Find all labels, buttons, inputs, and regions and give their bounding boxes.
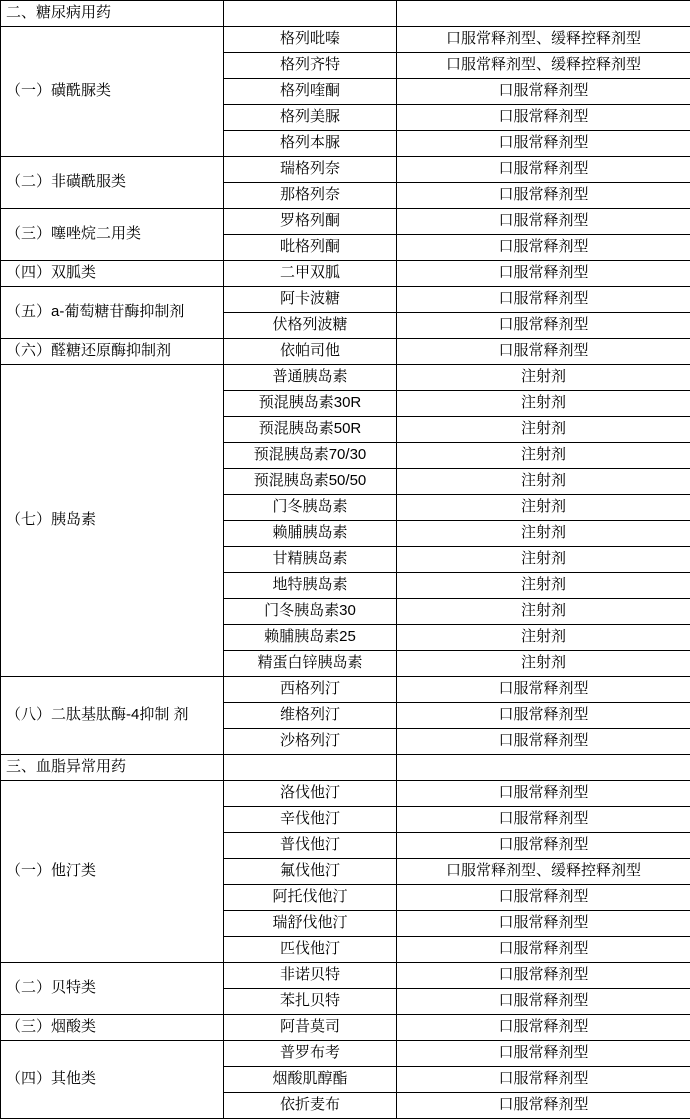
drug-name-cell: 那格列奈 (224, 183, 397, 209)
dosage-form-cell: 口服常释剂型 (397, 287, 690, 313)
dosage-form-cell: 注射剂 (397, 469, 690, 495)
drug-name-cell: 地特胰岛素 (224, 573, 397, 599)
drug-name-cell: 沙格列汀 (224, 729, 397, 755)
drug-name-cell: 赖脯胰岛素 (224, 521, 397, 547)
drug-name-cell: 格列本脲 (224, 131, 397, 157)
dosage-form-cell: 口服常释剂型 (397, 183, 690, 209)
dosage-form-cell: 注射剂 (397, 651, 690, 677)
category-cell: （四）其他类 (1, 1041, 224, 1119)
empty-cell (224, 1, 397, 27)
drug-name-cell: 氟伐他汀 (224, 859, 397, 885)
table-row (1, 209, 690, 235)
drug-name-cell: 预混胰岛素50/50 (224, 469, 397, 495)
dosage-form-cell: 口服常释剂型 (397, 885, 690, 911)
dosage-form-cell: 口服常释剂型 (397, 781, 690, 807)
drug-name-cell: 精蛋白锌胰岛素 (224, 651, 397, 677)
dosage-form-cell: 注射剂 (397, 495, 690, 521)
dosage-form-cell: 口服常释剂型 (397, 209, 690, 235)
empty-cell (397, 755, 690, 781)
category-cell: （三）噻唑烷二用类 (1, 209, 224, 261)
table-row (1, 677, 690, 703)
drug-name-cell: 二甲双胍 (224, 261, 397, 287)
dosage-form-cell: 口服常释剂型 (397, 261, 690, 287)
drug-name-cell: 阿托伐他汀 (224, 885, 397, 911)
drug-name-cell: 门冬胰岛素30 (224, 599, 397, 625)
drug-name-cell: 预混胰岛素30R (224, 391, 397, 417)
dosage-form-cell: 注射剂 (397, 417, 690, 443)
drug-name-cell: 普罗布考 (224, 1041, 397, 1067)
drug-name-cell: 瑞格列奈 (224, 157, 397, 183)
dosage-form-cell: 注射剂 (397, 365, 690, 391)
category-cell: （八）二肽基肽酶-4抑制 剂 (1, 677, 224, 755)
dosage-form-cell: 口服常释剂型 (397, 703, 690, 729)
drug-name-cell: 烟酸肌醇酯 (224, 1067, 397, 1093)
category-cell: （二）贝特类 (1, 963, 224, 1015)
table-row (1, 365, 690, 391)
dosage-form-cell: 注射剂 (397, 625, 690, 651)
dosage-form-cell: 口服常释剂型 (397, 677, 690, 703)
dosage-form-cell: 口服常释剂型 (397, 339, 690, 365)
dosage-form-cell: 口服常释剂型 (397, 1041, 690, 1067)
dosage-form-cell: 口服常释剂型 (397, 807, 690, 833)
drug-name-cell: 伏格列波糖 (224, 313, 397, 339)
dosage-form-cell: 口服常释剂型 (397, 729, 690, 755)
dosage-form-cell: 口服常释剂型 (397, 911, 690, 937)
drug-name-cell: 苯扎贝特 (224, 989, 397, 1015)
dosage-form-cell: 注射剂 (397, 599, 690, 625)
drug-name-cell: 格列喹酮 (224, 79, 397, 105)
table-row (1, 1015, 690, 1041)
drug-name-cell: 普伐他汀 (224, 833, 397, 859)
drug-name-cell: 预混胰岛素50R (224, 417, 397, 443)
dosage-form-cell: 口服常释剂型 (397, 235, 690, 261)
drug-name-cell: 匹伐他汀 (224, 937, 397, 963)
table-row (1, 261, 690, 287)
drug-name-cell: 依折麦布 (224, 1093, 397, 1119)
section-header-cell: 二、糖尿病用药 (1, 1, 224, 27)
drug-name-cell: 赖脯胰岛素25 (224, 625, 397, 651)
drug-name-cell: 门冬胰岛素 (224, 495, 397, 521)
table-row (1, 339, 690, 365)
drug-name-cell: 格列齐特 (224, 53, 397, 79)
dosage-form-cell: 口服常释剂型 (397, 937, 690, 963)
empty-cell (224, 755, 397, 781)
dosage-form-cell: 注射剂 (397, 547, 690, 573)
table-row (1, 27, 690, 53)
category-cell: （五）a-葡萄糖苷酶抑制剂 (1, 287, 224, 339)
dosage-form-cell: 口服常释剂型 (397, 963, 690, 989)
drug-name-cell: 普通胰岛素 (224, 365, 397, 391)
category-cell: （三）烟酸类 (1, 1015, 224, 1041)
section-header-row (1, 1, 690, 27)
table-row (1, 1041, 690, 1067)
dosage-form-cell: 口服常释剂型 (397, 989, 690, 1015)
drug-name-cell: 甘精胰岛素 (224, 547, 397, 573)
category-cell: （一）磺酰脲类 (1, 27, 224, 157)
table-row (1, 157, 690, 183)
category-cell: （六）醛糖还原酶抑制剂 (1, 339, 224, 365)
dosage-form-cell: 口服常释剂型 (397, 79, 690, 105)
dosage-form-cell: 口服常释剂型 (397, 1093, 690, 1119)
dosage-form-cell: 注射剂 (397, 521, 690, 547)
dosage-form-cell: 口服常释剂型、缓释控释剂型 (397, 27, 690, 53)
drug-name-cell: 洛伐他汀 (224, 781, 397, 807)
table-row (1, 287, 690, 313)
table-row (1, 963, 690, 989)
drug-name-cell: 依帕司他 (224, 339, 397, 365)
category-cell: （一）他汀类 (1, 781, 224, 963)
dosage-form-cell: 口服常释剂型 (397, 1015, 690, 1041)
empty-cell (397, 1, 690, 27)
drug-name-cell: 预混胰岛素70/30 (224, 443, 397, 469)
category-cell: （二）非磺酰服类 (1, 157, 224, 209)
drug-name-cell: 瑞舒伐他汀 (224, 911, 397, 937)
category-cell: （四）双胍类 (1, 261, 224, 287)
dosage-form-cell: 口服常释剂型 (397, 157, 690, 183)
dosage-form-cell: 口服常释剂型 (397, 313, 690, 339)
drug-name-cell: 辛伐他汀 (224, 807, 397, 833)
drug-name-cell: 格列吡嗪 (224, 27, 397, 53)
drug-name-cell: 阿卡波糖 (224, 287, 397, 313)
drug-name-cell: 吡格列酮 (224, 235, 397, 261)
table-row (1, 781, 690, 807)
drug-name-cell: 非诺贝特 (224, 963, 397, 989)
category-cell: （七）胰岛素 (1, 365, 224, 677)
dosage-form-cell: 注射剂 (397, 573, 690, 599)
section-header-cell: 三、血脂异常用药 (1, 755, 224, 781)
dosage-form-cell: 口服常释剂型、缓释控释剂型 (397, 53, 690, 79)
dosage-form-cell: 口服常释剂型 (397, 833, 690, 859)
section-header-row (1, 755, 690, 781)
dosage-form-cell: 注射剂 (397, 443, 690, 469)
drug-name-cell: 维格列汀 (224, 703, 397, 729)
drug-name-cell: 西格列汀 (224, 677, 397, 703)
dosage-form-cell: 口服常释剂型 (397, 131, 690, 157)
drug-name-cell: 阿昔莫司 (224, 1015, 397, 1041)
dosage-form-cell: 口服常释剂型 (397, 105, 690, 131)
drug-name-cell: 罗格列酮 (224, 209, 397, 235)
dosage-form-cell: 口服常释剂型、缓释控释剂型 (397, 859, 690, 885)
dosage-form-cell: 口服常释剂型 (397, 1067, 690, 1093)
dosage-form-cell: 注射剂 (397, 391, 690, 417)
table-body (1, 1, 690, 1119)
drug-name-cell: 格列美脲 (224, 105, 397, 131)
